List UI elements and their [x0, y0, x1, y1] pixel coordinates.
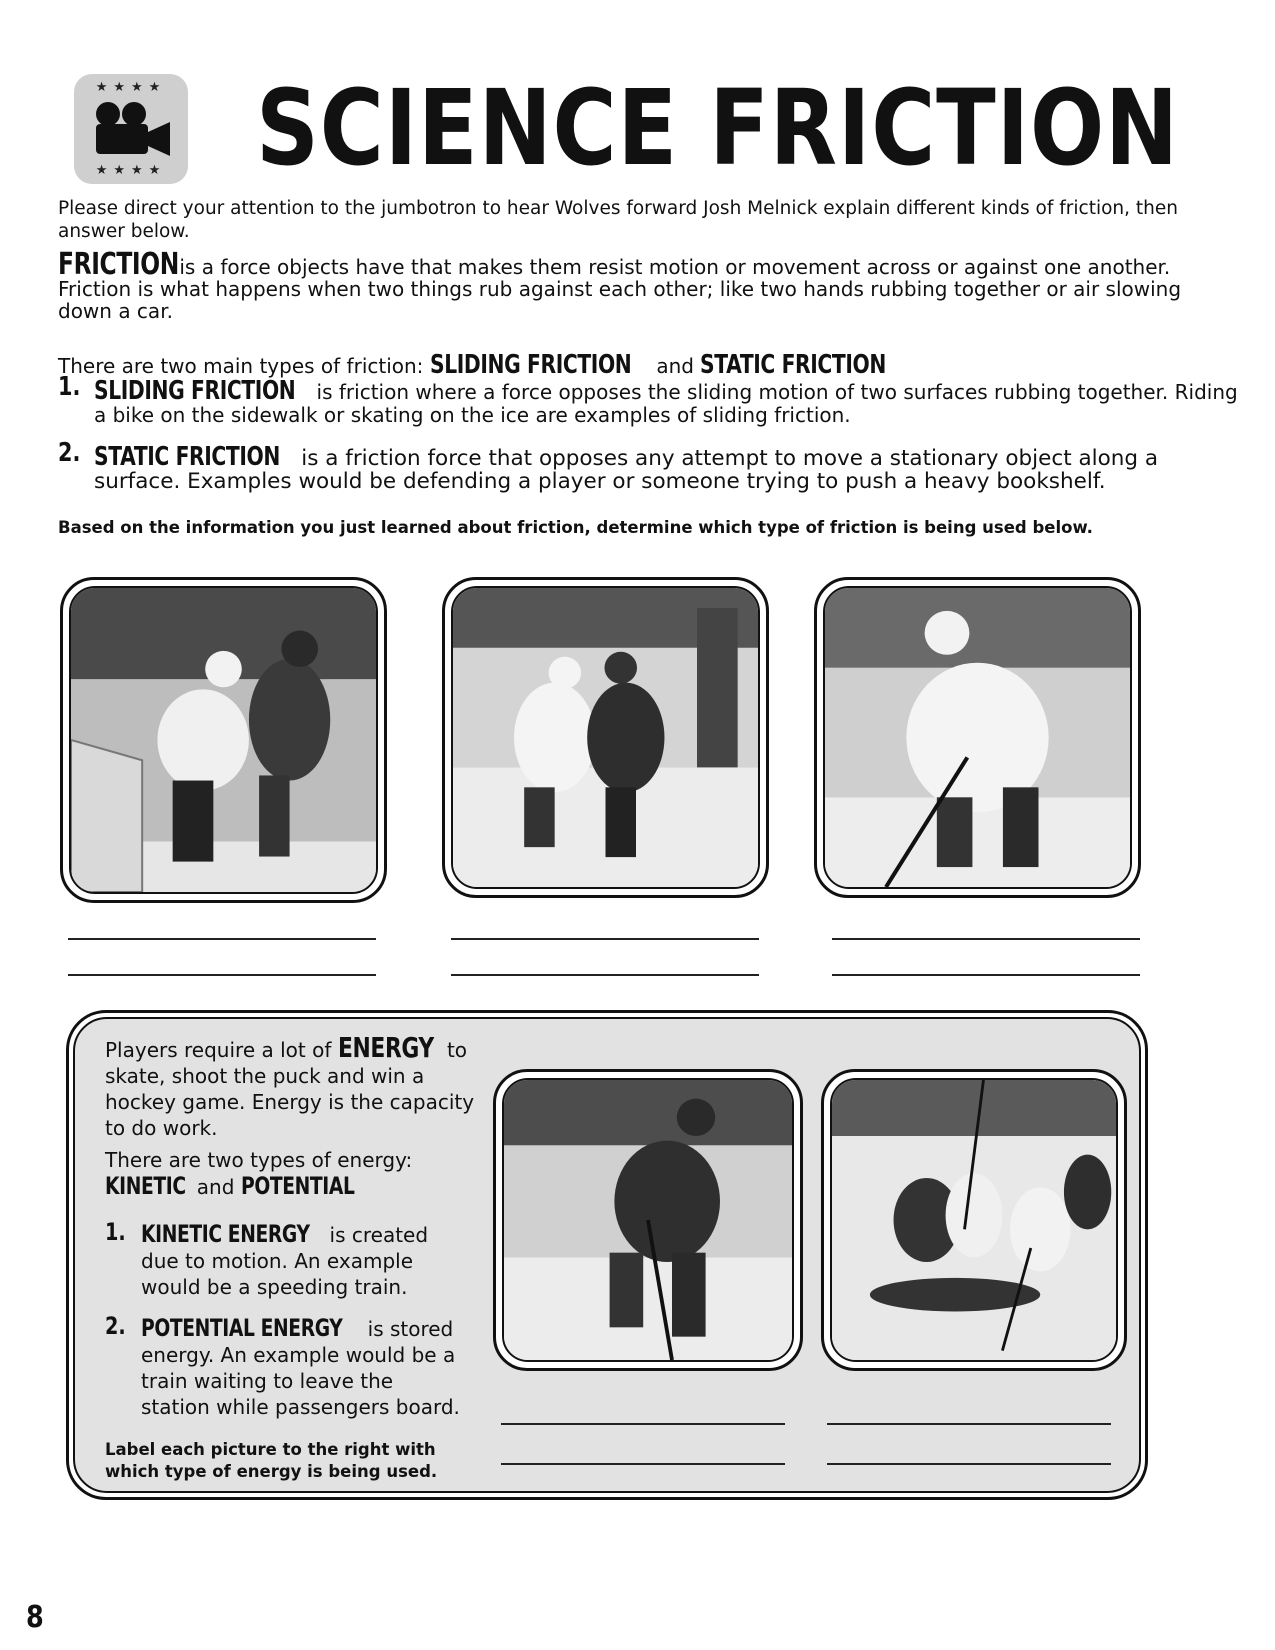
friction-item-static	[58, 438, 1238, 494]
answer-line[interactable]	[501, 1423, 785, 1425]
item-number: 1.	[105, 1218, 126, 1246]
kinetic-term: KINETIC	[105, 1172, 186, 1200]
answer-line[interactable]	[451, 974, 759, 976]
movie-camera-badge	[74, 74, 188, 184]
energy-intro	[105, 1031, 485, 1141]
item-number: 2.	[105, 1312, 126, 1340]
answer-line[interactable]	[68, 938, 376, 940]
item-number: 2.	[58, 438, 81, 468]
intro-text: Please direct your attention to the jumbotron to hear Wolves forward Josh Melnick explain different kinds of friction, then answer below.	[58, 198, 1178, 242]
stars-decoration: ★★★★	[95, 80, 167, 95]
item-term: SLIDING FRICTION	[94, 376, 296, 406]
energy-joiner: and	[190, 1175, 241, 1199]
energy-term: ENERGY	[337, 1031, 434, 1064]
energy-section	[66, 1010, 1148, 1500]
item-term: KINETIC ENERGY	[141, 1220, 310, 1248]
energy-prompt: Label each picture to the right with which type of energy is being used.	[105, 1440, 438, 1481]
energy-item-kinetic	[105, 1218, 465, 1300]
answer-line[interactable]	[501, 1463, 785, 1465]
item-text: is friction where a force opposes the sliding motion of two surfaces rubbing together. Riding a bike on the sidewalk or skating on the ice are examples of sliding friction.	[94, 380, 1238, 427]
item-term: STATIC FRICTION	[94, 442, 280, 472]
potential-term: POTENTIAL	[240, 1172, 355, 1200]
energy-lead: Players require a lot of	[105, 1038, 338, 1062]
answer-line[interactable]	[832, 974, 1140, 976]
stars-decoration: ★★★★	[95, 163, 167, 178]
answer-line[interactable]	[68, 974, 376, 976]
friction-term: FRICTION	[58, 247, 179, 282]
item-term: POTENTIAL ENERGY	[141, 1314, 343, 1342]
energy-item-potential	[105, 1312, 465, 1420]
types-lead: There are two main types of friction:	[58, 354, 430, 378]
hockey-photo-board-battle	[60, 577, 387, 903]
energy-text: to skate, shoot the puck and win a hockey game. Energy is the capacity to do work.	[105, 1038, 475, 1140]
page-title: SCIENCE FRICTION	[256, 67, 1180, 189]
hockey-photo-pileup	[821, 1069, 1127, 1371]
page-number: 8	[26, 1600, 44, 1635]
hockey-photo-net-scramble	[442, 577, 769, 898]
answer-line[interactable]	[451, 938, 759, 940]
answer-line[interactable]	[827, 1423, 1111, 1425]
friction-definition	[58, 247, 1238, 323]
friction-item-sliding	[58, 372, 1238, 427]
types-joiner: and	[649, 354, 701, 378]
hockey-photo-skater-with-stick	[493, 1069, 803, 1371]
item-text: is stored energy. An example would be a train waiting to leave the station while passengers board.	[141, 1317, 460, 1419]
energy-types-line	[105, 1147, 485, 1200]
sliding-friction-term: SLIDING FRICTION	[429, 350, 632, 380]
static-friction-term: STATIC FRICTION	[700, 350, 887, 380]
friction-prompt: Based on the information you just learned about friction, determine which type of friction is being used below.	[58, 518, 1093, 537]
energy-types-lead: There are two types of energy:	[105, 1148, 413, 1172]
answer-line[interactable]	[827, 1463, 1111, 1465]
friction-definition-text: is a force objects have that makes them resist motion or movement across or against one another. Friction is what happens when two things rub against each other; like two hands rubbing together or air slowing down a car.	[58, 255, 1182, 323]
item-text: is created due to motion. An example would be a speeding train.	[141, 1223, 429, 1299]
hockey-photo-skating-player	[814, 577, 1141, 898]
item-text: is a friction force that opposes any attempt to move a stationary object along a surface. Examples would be defending a player or someone trying to push a heavy bookshelf.	[94, 446, 1159, 494]
item-number: 1.	[58, 372, 81, 402]
answer-line[interactable]	[832, 938, 1140, 940]
movie-camera-icon	[88, 100, 174, 160]
